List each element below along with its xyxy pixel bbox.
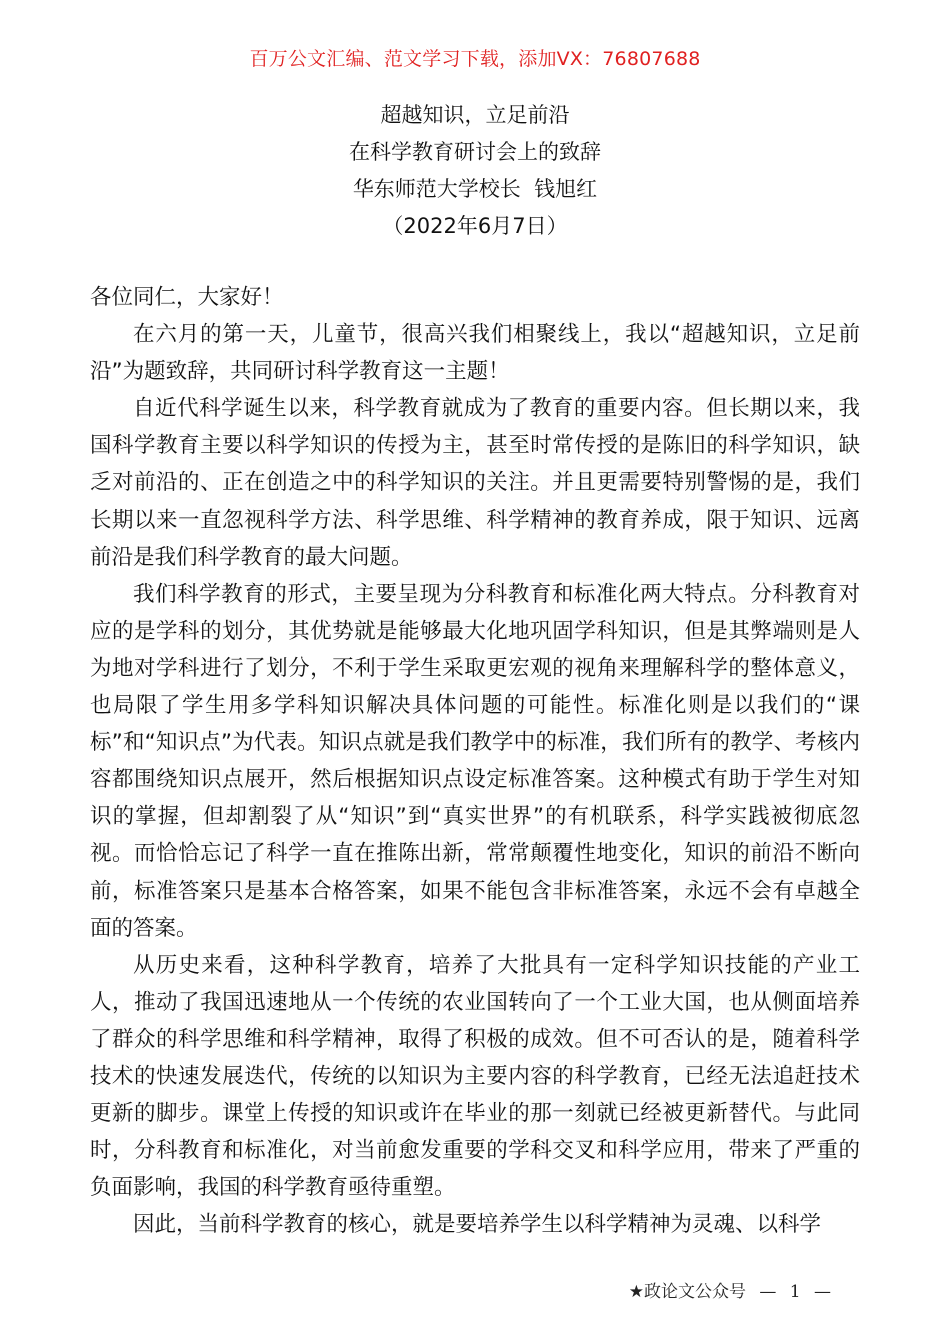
title-block bbox=[0, 97, 950, 245]
paragraph: 从历史来看，这种科学教育，培养了大批具有一定科学知识技能的产业工人，推动了我国迅速地从一个传统的农业国转向了一个工业大国，也从侧面培养了群众的科学思维和科学精神，取得了积极的成效。但不可否认的是，随着科学技术的快速发展迭代，传统的以知识为主要内容的科学教育，已经无法追赶技术更新的脚步。课堂上传授的知识或许在毕业的那一刻就已经被更新替代。与此同时，分科教育和标准化，对当前愈发重要的学科交叉和科学应用，带来了严重的负面影响，我国的科学教育亟待重塑。 bbox=[90, 952, 860, 1201]
speech-body bbox=[90, 279, 860, 1243]
speech-date: （2022年6月7日） bbox=[382, 214, 568, 238]
paragraph: 因此，当前科学教育的核心，就是要培养学生以科学精神为灵魂、以科学 bbox=[133, 1212, 822, 1238]
page-number: — 1 — bbox=[759, 1282, 835, 1302]
watermark-banner: 百万公文汇编、范文学习下载，添加VX：76807688 bbox=[249, 48, 701, 70]
paragraph: 自近代科学诞生以来，科学教育就成为了教育的重要内容。但长期以来，我国科学教育主要以科学知识的传授为主，甚至时常传授的是陈旧的科学知识，缺乏对前沿的、正在创造之中的科学知识的关注。并且更需要特别警惕的是，我们长期以来一直忽视科学方法、科学思维、科学精神的教育养成，限于知识、远离前沿是我们科学教育的最大问题。 bbox=[90, 396, 860, 570]
footer-source: ★政论文公众号 bbox=[628, 1282, 746, 1302]
speech-author: 华东师范大学校长 钱旭红 bbox=[352, 177, 598, 201]
greeting: 各位同仁，大家好！ bbox=[90, 285, 284, 310]
speech-title: 超越知识，立足前沿 bbox=[380, 103, 570, 127]
paragraph: 我们科学教育的形式，主要呈现为分科教育和标准化两大特点。分科教育对应的是学科的划分，其优势就是能够最大化地巩固学科知识，但是其弊端则是人为地对学科进行了划分，不利于学生采取更宏观的视角来理解科学的整体意义，也局限了学生用多学科知识解决具体问题的可能性。标准化则是以我们的“课标”和“知识点”为代表。知识点就是我们教学中的标准，我们所有的教学、考核内容都围绕知识点展开，然后根据知识点设定标准答案。这种模式有助于学生对知识的掌握，但却割裂了从“知识”到“真实世界”的有机联系，科学实践被彻底忽视。而恰恰忘记了科学一直在推陈出新，常常颠覆性地变化，知识的前沿不断向前，标准答案只是基本合格答案，如果不能包含非标准答案，永远不会有卓越全面的答案。 bbox=[90, 581, 860, 941]
speech-subtitle: 在科学教育研讨会上的致辞 bbox=[349, 140, 601, 164]
page-footer bbox=[629, 1280, 835, 1304]
paragraph: 在六月的第一天，儿童节，很高兴我们相聚线上，我以“超越知识，立足前沿”为题致辞，共同研讨科学教育这一主题！ bbox=[90, 322, 860, 385]
